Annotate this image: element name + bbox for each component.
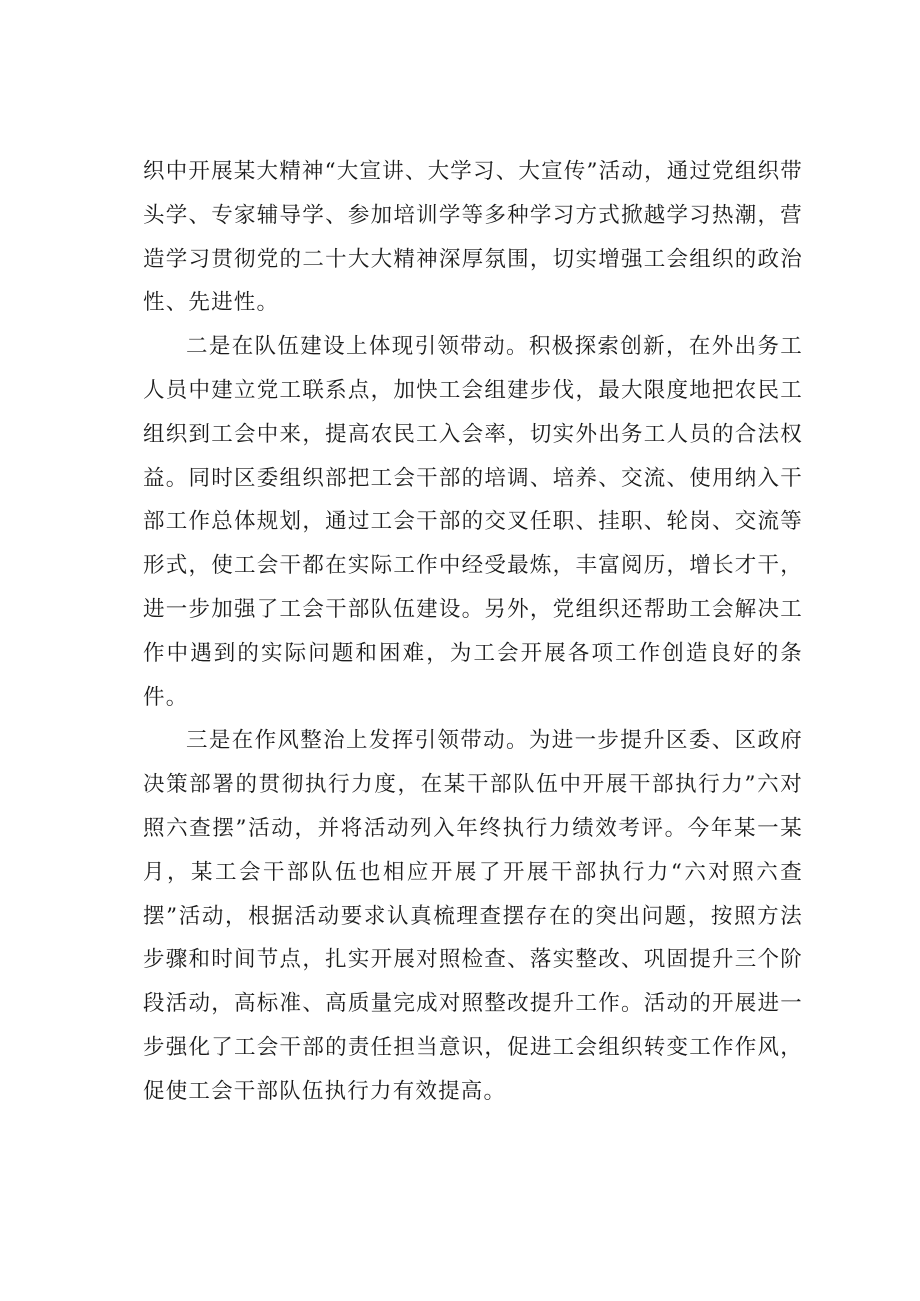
paragraph-team-building: 二是在队伍建设上体现引领带动。积极探索创新，在外出务工人员中建立党工联系点，加快工会组建步伐，最大限度地把农民工组织到工会中来，提高农民工入会率，切实外出务工人员的合法权益。同时区委组织部把工会干部的培调、培养、交流、使用纳入干部工作总体规划，通过工会干部的交叉任职、挂职、轮岗、交流等形式，使工会干都在实际工作中经受最炼，丰富阅历，增长才干，进一步加强了工会干部队伍建设。另外，党组织还帮助工会解决工作中遇到的实际问题和困难，为工会开展各项工作创造良好的条件。 <box>143 334 803 710</box>
document-body <box>143 150 803 1114</box>
paragraph-work-style: 三是在作风整治上发挥引领带动。为进一步提升区委、区政府决策部署的贯彻执行力度，在某干部队伍中开展干部执行力”六对照六查摆”活动，并将活动列入年终执行力绩效考评。今年某一某月，某工会干部队伍也相应开展了开展干部执行力“六对照六查摆”活动，根据活动要求认真梳理查摆存在的突出问题，按照方法步骤和时间节点，扎实开展对照检查、落实整改、巩固提升三个阶段活动，高标准、高质量完成对照整改提升工作。活动的开展进一步强化了工会干部的责任担当意识，促进工会组织转变工作作风，促使工会干部队伍执行力有效提高。 <box>143 728 803 1104</box>
paragraph-continuation: 织中开展某大精神“大宣讲、大学习、大宣传”活动，通过党组织带头学、专家辅导学、参加培训学等多种学习方式掀越学习热潮，营造学习贯彻党的二十大大精神深厚氛围，切实增强工会组织的政治性、先进性。 <box>143 159 803 316</box>
